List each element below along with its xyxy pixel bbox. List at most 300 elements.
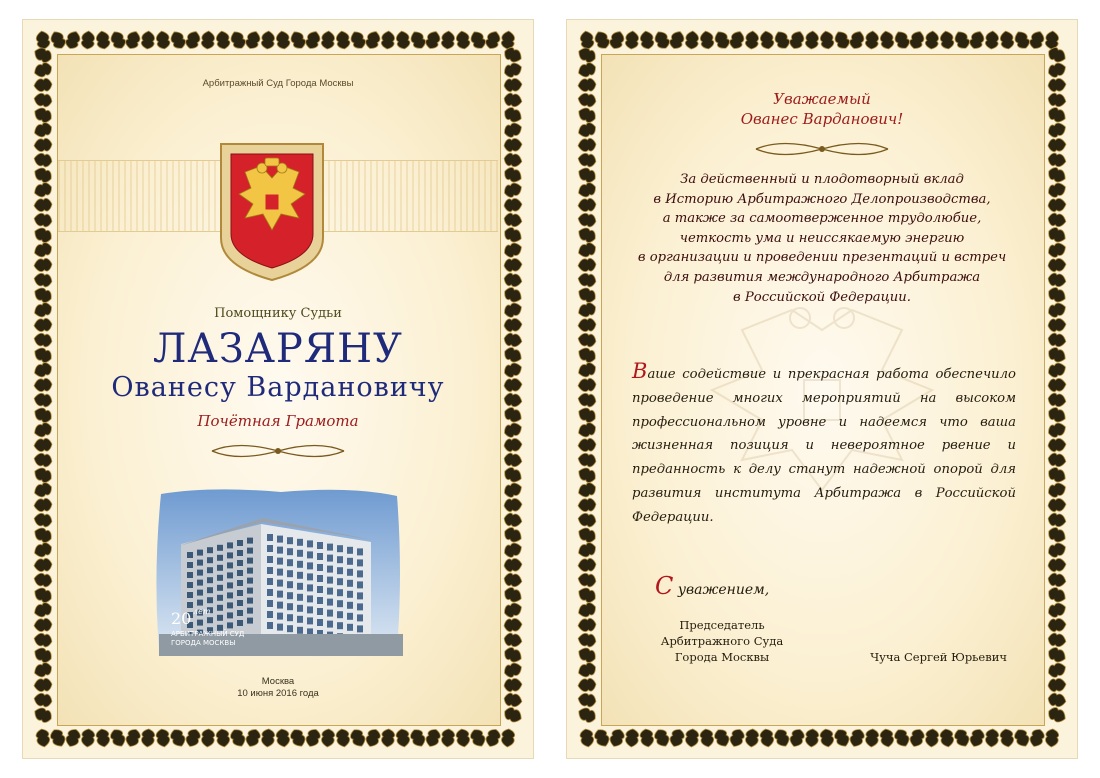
building-window xyxy=(237,590,243,596)
building-window xyxy=(237,620,243,626)
building-window xyxy=(287,603,293,610)
oak-leaf xyxy=(1047,152,1067,168)
oak-leaf xyxy=(832,727,851,749)
oak-leaf xyxy=(48,29,67,51)
oak-leaf xyxy=(1047,498,1066,512)
oak-leaf xyxy=(1046,601,1067,619)
oak-leaf xyxy=(35,728,51,748)
oak-leaf xyxy=(95,728,111,748)
oak-leaf xyxy=(1046,61,1067,79)
oak-leaf xyxy=(32,601,53,619)
oak-leaf xyxy=(577,512,597,528)
oak-leaf xyxy=(33,618,52,632)
oak-leaf xyxy=(728,29,746,50)
building-window xyxy=(197,570,203,576)
building-window xyxy=(317,608,323,615)
building-window xyxy=(227,612,233,618)
building-window xyxy=(287,614,293,621)
oak-leaf xyxy=(503,212,523,228)
oak-leaf xyxy=(652,29,671,51)
oak-leaf xyxy=(502,241,523,259)
oak-leaf xyxy=(577,138,596,152)
oak-leaf xyxy=(968,727,986,748)
building-window xyxy=(307,595,313,602)
oak-leaf xyxy=(348,727,367,749)
issue-city: Москва xyxy=(261,676,295,687)
oak-leaf xyxy=(275,728,291,748)
oak-leaf xyxy=(1046,705,1068,724)
building-window xyxy=(267,589,273,596)
oak-leaf xyxy=(1046,525,1068,544)
building-window xyxy=(277,536,283,543)
oak-leaf xyxy=(788,29,806,50)
building-window xyxy=(247,618,253,624)
oak-leaf xyxy=(759,30,775,50)
oak-leaf xyxy=(395,30,411,50)
oak-leaf xyxy=(577,572,597,588)
oak-leaf xyxy=(32,165,54,184)
oak-leaf xyxy=(668,727,686,748)
coat-of-arms-emblem xyxy=(213,138,331,284)
oak-leaf xyxy=(502,645,524,664)
signer-title-line: Председатель xyxy=(679,618,765,632)
building-window xyxy=(347,602,353,609)
building-window xyxy=(227,622,233,628)
oak-leaf xyxy=(576,645,598,664)
building-window xyxy=(267,600,273,607)
oak-leaf xyxy=(1047,512,1067,528)
oak-leaf xyxy=(772,727,791,749)
building-window xyxy=(347,547,353,554)
building-window xyxy=(227,572,233,578)
building-window xyxy=(347,624,353,631)
oak-leaf xyxy=(685,30,699,49)
building-window xyxy=(287,548,293,555)
merit-line: в Историю Арбитражного Делопроизводства, xyxy=(653,191,991,207)
oak-leaf xyxy=(468,727,487,749)
oak-leaf xyxy=(502,285,524,304)
building-window xyxy=(247,588,253,594)
oak-leaf xyxy=(244,29,262,50)
building-window xyxy=(197,580,203,586)
oak-leaf xyxy=(304,727,322,748)
oak-leaf xyxy=(712,727,731,749)
flourish-divider xyxy=(752,138,892,160)
building-window xyxy=(267,534,273,541)
building-window xyxy=(337,622,343,629)
oak-leaf xyxy=(577,558,596,572)
oak-leaf xyxy=(33,152,53,168)
oak-leaf xyxy=(155,30,171,50)
oak-leaf xyxy=(424,29,442,50)
oak-leaf xyxy=(261,30,275,49)
oak-leaf xyxy=(576,661,597,679)
building-window xyxy=(207,597,213,603)
oak-leaf xyxy=(33,572,53,588)
oak-leaf xyxy=(33,632,53,648)
oak-leaf xyxy=(879,30,895,50)
oak-leaf xyxy=(1047,138,1066,152)
building-window xyxy=(317,564,323,571)
building-window xyxy=(317,586,323,593)
oak-leaf xyxy=(1012,29,1031,51)
building-window xyxy=(207,557,213,563)
oak-leaf xyxy=(484,29,502,50)
oak-leaf xyxy=(805,728,819,747)
building-window xyxy=(307,573,313,580)
oak-leaf xyxy=(261,728,275,747)
oak-leaf xyxy=(1046,481,1067,499)
oak-leaf xyxy=(579,30,595,50)
oak-leaf xyxy=(33,512,53,528)
oak-leaf xyxy=(1047,692,1067,708)
oak-leaf xyxy=(155,728,171,748)
building-window xyxy=(327,555,333,562)
oak-leaf xyxy=(215,30,231,50)
oak-leaf xyxy=(168,29,187,51)
oak-leaf xyxy=(32,181,53,199)
building-window xyxy=(187,552,193,558)
oak-leaf xyxy=(503,152,523,168)
oak-leaf xyxy=(1046,361,1067,379)
building-window xyxy=(357,548,363,555)
oak-leaf xyxy=(848,29,866,50)
building-window xyxy=(327,588,333,595)
oak-leaf xyxy=(985,30,999,49)
oak-leaf xyxy=(819,30,835,50)
building-window xyxy=(217,565,223,571)
building-window xyxy=(307,606,313,613)
oak-leaf xyxy=(364,727,382,748)
building-window xyxy=(217,575,223,581)
oak-leaf xyxy=(608,727,626,748)
building-window xyxy=(247,598,253,604)
recipient-position: Помощнику Судьи xyxy=(214,306,342,321)
oak-leaf xyxy=(502,181,523,199)
building-window xyxy=(207,567,213,573)
merit-line: четкость ума и неиссякаемую энергию xyxy=(679,230,965,246)
oak-leaf xyxy=(503,92,523,108)
oak-leaf xyxy=(848,727,866,748)
building-window xyxy=(287,537,293,544)
building-window xyxy=(287,559,293,566)
oak-leaf xyxy=(33,212,53,228)
signer-title-line: Города Москвы xyxy=(674,650,770,664)
oak-leaf xyxy=(501,728,515,747)
building-window xyxy=(297,594,303,601)
building-window xyxy=(267,611,273,618)
oak-leaf xyxy=(32,705,54,724)
oak-leaf xyxy=(577,392,597,408)
oak-leaf xyxy=(577,378,596,392)
oak-leaf xyxy=(228,29,247,51)
oak-leaf xyxy=(999,728,1015,748)
oak-leaf xyxy=(468,29,487,51)
oak-leaf xyxy=(33,198,52,212)
oak-leaf xyxy=(745,30,759,49)
building-window xyxy=(357,603,363,610)
oak-leaf xyxy=(502,705,524,724)
building-window xyxy=(207,547,213,553)
oak-leaf xyxy=(32,45,54,64)
oak-leaf xyxy=(805,30,819,49)
oak-leaf xyxy=(1028,727,1046,748)
building-window xyxy=(277,558,283,565)
oak-leaf xyxy=(685,728,699,747)
oak-leaf xyxy=(576,405,598,424)
building-window xyxy=(327,599,333,606)
building-window xyxy=(337,545,343,552)
building-window xyxy=(357,570,363,577)
building-window xyxy=(357,592,363,599)
building-window xyxy=(297,627,303,634)
oak-leaf xyxy=(502,105,524,124)
oak-leaf xyxy=(577,318,596,332)
building-window xyxy=(357,559,363,566)
building-window xyxy=(347,569,353,576)
signer-title-line: Арбитражного Суда xyxy=(660,634,784,648)
oak-leaf xyxy=(184,727,202,748)
building-window xyxy=(327,610,333,617)
body-initial: В xyxy=(632,359,648,383)
oak-leaf xyxy=(985,728,999,747)
building-window xyxy=(197,600,203,606)
oak-leaf xyxy=(381,30,395,49)
oak-leaf xyxy=(579,728,595,748)
award-title: Почётная Грамота xyxy=(197,412,359,430)
building-window xyxy=(227,582,233,588)
recipient-name: Ованесу Вардановичу xyxy=(111,372,445,403)
regards-initial: С xyxy=(655,572,674,600)
oak-leaf xyxy=(576,345,598,364)
oak-leaf xyxy=(968,29,986,50)
oak-leaf xyxy=(124,29,142,50)
building-window xyxy=(207,577,213,583)
oak-leaf xyxy=(95,30,111,50)
building-window xyxy=(357,614,363,621)
building-window xyxy=(197,590,203,596)
oak-leaf xyxy=(503,512,523,528)
oak-leaf xyxy=(699,728,715,748)
building-window xyxy=(247,578,253,584)
oak-leaf xyxy=(772,29,791,51)
oak-leaf xyxy=(33,272,53,288)
signer-name: Чуча Сергей Юрьевич xyxy=(870,650,1007,664)
building-window xyxy=(237,580,243,586)
building-window xyxy=(297,572,303,579)
oak-leaf xyxy=(1046,345,1068,364)
oak-leaf xyxy=(639,728,655,748)
oak-leaf xyxy=(141,728,155,747)
oak-leaf xyxy=(925,30,939,49)
building-window xyxy=(267,545,273,552)
oak-leaf xyxy=(1047,678,1066,692)
oak-leaf xyxy=(502,225,524,244)
oak-leaf xyxy=(141,30,155,49)
building-window xyxy=(337,567,343,574)
issue-date: 10 июня 2016 года xyxy=(237,688,319,699)
oak-leaf xyxy=(33,258,52,272)
oak-leaf xyxy=(168,727,187,749)
photo-caption-line1: АРБИТРАЖНЫЙ СУД xyxy=(171,630,245,638)
oak-leaf xyxy=(865,30,879,49)
letter-body xyxy=(632,360,1016,530)
building-window xyxy=(267,567,273,574)
recipient-surname: ЛАЗАРЯНУ xyxy=(153,326,403,372)
building-window xyxy=(237,540,243,546)
building-window xyxy=(297,550,303,557)
building-window xyxy=(207,617,213,623)
oak-leaf xyxy=(639,30,655,50)
oak-leaf xyxy=(503,198,522,212)
building-window xyxy=(267,556,273,563)
building-window xyxy=(277,591,283,598)
building-window xyxy=(337,556,343,563)
oak-leaf xyxy=(728,727,746,748)
oak-leaf xyxy=(33,452,53,468)
oak-leaf xyxy=(215,728,231,748)
oak-leaf xyxy=(1046,585,1068,604)
building-window xyxy=(297,561,303,568)
oak-leaf xyxy=(625,728,639,747)
oak-leaf xyxy=(577,452,597,468)
oak-leaf xyxy=(502,61,523,79)
building-window xyxy=(237,570,243,576)
oak-leaf xyxy=(335,728,351,748)
building-window xyxy=(277,624,283,631)
merit-statement xyxy=(567,170,1077,307)
oak-leaf xyxy=(1012,727,1031,749)
building-window xyxy=(197,550,203,556)
oak-leaf xyxy=(1047,632,1067,648)
court-building-photo xyxy=(151,484,405,662)
merit-line: в Российской Федерации. xyxy=(733,289,911,305)
building-window xyxy=(207,587,213,593)
oak-leaf xyxy=(503,438,522,452)
oak-leaf xyxy=(503,572,523,588)
oak-leaf xyxy=(592,29,611,51)
oak-leaf xyxy=(364,29,382,50)
oak-leaf xyxy=(32,525,54,544)
building-window xyxy=(237,560,243,566)
oak-leaf xyxy=(577,332,597,348)
oak-leaf xyxy=(1047,572,1067,588)
building-window xyxy=(227,602,233,608)
greeting-line-2: Ованес Варданович! xyxy=(740,110,904,128)
oak-leaf xyxy=(32,61,53,79)
building-window xyxy=(197,620,203,626)
oak-leaf xyxy=(1047,378,1066,392)
oak-leaf xyxy=(892,29,911,51)
building-window xyxy=(277,602,283,609)
oak-leaf xyxy=(502,481,523,499)
oak-leaf xyxy=(33,92,53,108)
oak-leaf xyxy=(939,728,955,748)
merit-line: в организации и проведении презентаций и встреч xyxy=(637,250,1007,266)
oak-leaf xyxy=(576,601,597,619)
oak-leaf xyxy=(335,30,351,50)
oak-leaf xyxy=(892,727,911,749)
oak-leaf xyxy=(1046,421,1067,439)
oak-leaf xyxy=(668,29,686,50)
oak-leaf xyxy=(503,558,522,572)
anniversary-badge-suffix: лет xyxy=(193,607,211,616)
photo-caption-line2: ГОРОДА МОСКВЫ xyxy=(171,639,236,647)
building-window xyxy=(217,555,223,561)
building-window xyxy=(357,581,363,588)
building-window xyxy=(307,617,313,624)
oak-leaf xyxy=(503,632,523,648)
building-window xyxy=(337,578,343,585)
oak-leaf xyxy=(441,728,455,747)
oak-leaf xyxy=(502,465,524,484)
oak-leaf xyxy=(925,728,939,747)
oak-leaf xyxy=(32,121,53,139)
oak-leaf xyxy=(1047,558,1066,572)
oak-leaf xyxy=(576,481,597,499)
building-window xyxy=(227,552,233,558)
oak-leaf xyxy=(699,30,715,50)
oak-leaf xyxy=(184,29,202,50)
building-window xyxy=(277,547,283,554)
oak-leaf xyxy=(124,727,142,748)
oak-leaf xyxy=(32,645,54,664)
oak-leaf xyxy=(1046,405,1068,424)
oak-leaf xyxy=(999,30,1015,50)
building-window xyxy=(317,575,323,582)
oak-leaf xyxy=(201,30,215,49)
signer-title xyxy=(637,617,807,665)
oak-leaf xyxy=(576,45,598,64)
oak-leaf xyxy=(819,728,835,748)
oak-leaf xyxy=(502,541,523,559)
oak-leaf xyxy=(502,601,523,619)
oak-leaf xyxy=(1046,661,1067,679)
building-window xyxy=(227,562,233,568)
oak-leaf xyxy=(32,465,54,484)
building-window xyxy=(297,605,303,612)
oak-leaf xyxy=(1047,392,1067,408)
oak-leaf xyxy=(759,728,775,748)
oak-leaf xyxy=(608,29,626,50)
body-text: аше содействие и прекрасная работа обеспечило проведение многих мероприятий на высоком профессиональном уровне и надеемся что ваша жизненная позиция и невероятное рвение и преданность к делу станут надежной опорой для развития института Арбитража в Российской Федерации. xyxy=(632,367,1016,525)
oak-leaf xyxy=(1047,438,1066,452)
building-window xyxy=(217,545,223,551)
oak-leaf xyxy=(1047,618,1066,632)
oak-leaf xyxy=(879,728,895,748)
oak-leaf xyxy=(32,241,53,259)
oak-leaf xyxy=(577,692,597,708)
oak-leaf xyxy=(321,30,335,49)
oak-leaf xyxy=(455,728,471,748)
oak-leaf xyxy=(1046,465,1068,484)
oak-leaf xyxy=(952,29,971,51)
building-window xyxy=(347,591,353,598)
oak-leaf xyxy=(503,138,522,152)
building-window xyxy=(287,581,293,588)
building-window xyxy=(297,616,303,623)
oak-leaf xyxy=(395,728,411,748)
oak-leaf xyxy=(441,30,455,49)
oak-leaf xyxy=(1045,30,1059,49)
building-window xyxy=(187,572,193,578)
oak-leaf xyxy=(576,421,597,439)
oak-leaf xyxy=(576,705,598,724)
oak-leaf xyxy=(48,727,67,749)
oak-leaf xyxy=(712,29,731,51)
building-window xyxy=(217,605,223,611)
oak-leaf xyxy=(908,727,926,748)
